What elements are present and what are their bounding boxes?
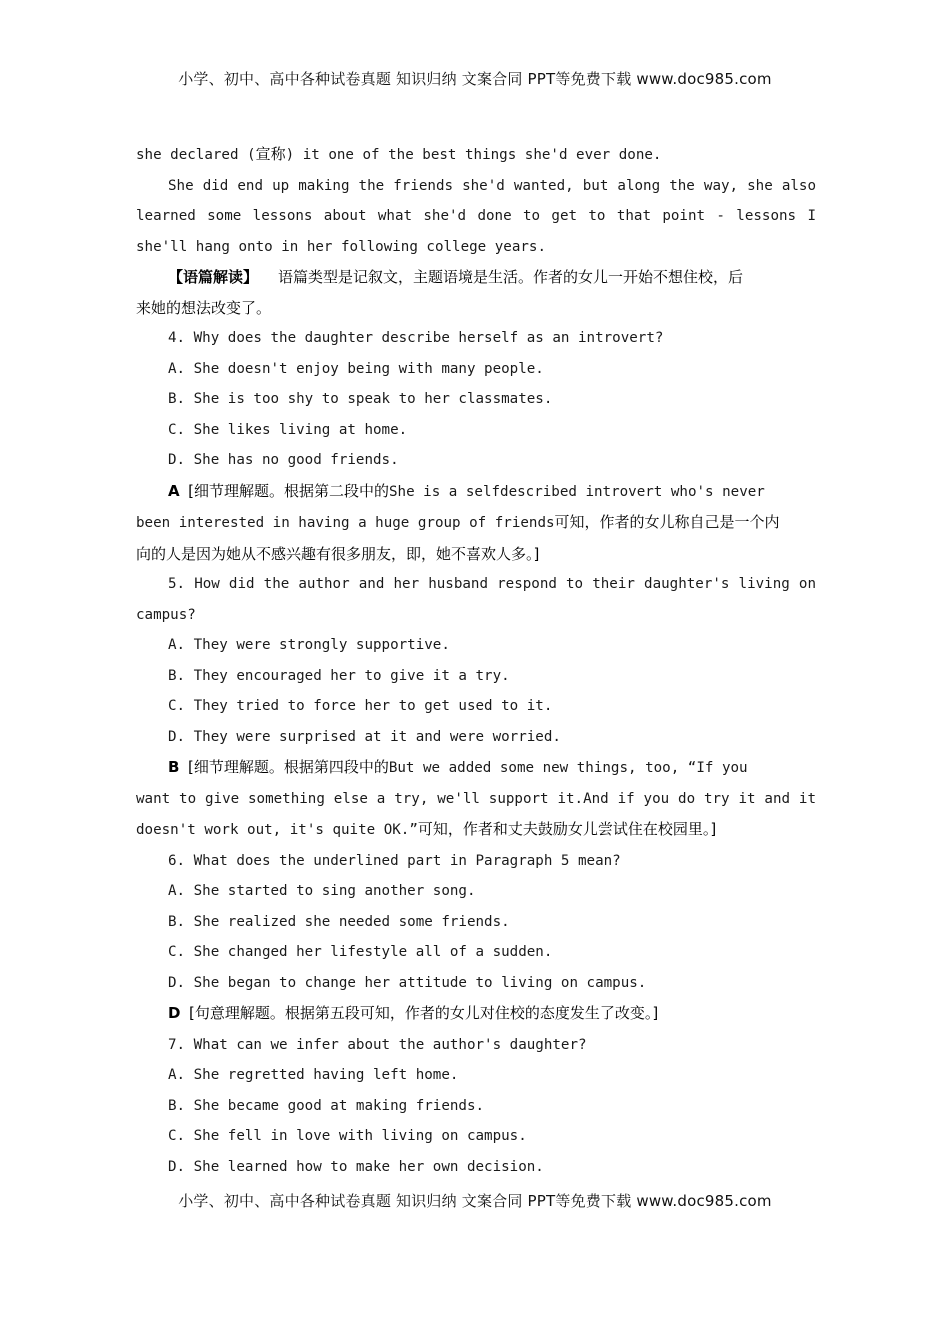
option: C. They tried to force her to get used to it. bbox=[168, 698, 553, 714]
header-banner: 小学、初中、高中各种试卷真题 知识归纳 文案合同 PPT等免费下载 www.doc985.com bbox=[178, 70, 772, 88]
answer-explanation: doesn't work out, it's quite OK.”可知，作者和丈夫鼓励女儿尝试住在校园里。] bbox=[136, 820, 717, 838]
question-stem: 4. Why does the daughter describe herself as an introvert? bbox=[168, 330, 664, 346]
option: A. She doesn't enjoy being with many people. bbox=[168, 360, 544, 377]
discourse-analysis: 【语篇解读】 语篇类型是记叙文，主题语境是生活。作者的女儿一开始不想住校，后 bbox=[168, 268, 744, 286]
answer-key: D bbox=[168, 1004, 181, 1022]
answer-key: B bbox=[168, 758, 180, 776]
answer-explanation: 向的人是因为她从不感兴趣有很多朋友，即，她不喜欢人多。] bbox=[136, 544, 540, 563]
answer-explanation: been interested in having a huge group of friends可知，作者的女儿称自己是一个内 bbox=[136, 513, 780, 531]
passage-line: she'll hang onto in her following college years. bbox=[136, 238, 546, 255]
footer-banner: 小学、初中、高中各种试卷真题 知识归纳 文案合同 PPT等免费下载 www.doc985.com bbox=[178, 1192, 772, 1210]
option: A. They were strongly supportive. bbox=[168, 637, 450, 653]
option: D. She learned how to make her own decision. bbox=[168, 1158, 544, 1175]
answer-explanation: D [句意理解题。根据第五段可知，作者的女儿对住校的态度发生了改变。] bbox=[168, 1004, 659, 1022]
option: D. She began to change her attitude to living on campus. bbox=[168, 974, 647, 991]
answer-explanation: A [细节理解题。根据第二段中的She is a selfdescribed introvert who's never bbox=[168, 481, 765, 500]
option: D. They were surprised at it and were worried. bbox=[168, 728, 561, 745]
option: D. She has no good friends. bbox=[168, 452, 399, 468]
option: C. She likes living at home. bbox=[168, 421, 408, 438]
option: A. She started to sing another song. bbox=[168, 883, 476, 899]
discourse-analysis-cont: 来她的想法改变了。 bbox=[136, 298, 272, 317]
question-stem: campus? bbox=[136, 606, 196, 623]
answer-key: A bbox=[168, 481, 180, 500]
answer-explanation: want to give something else a try, we'll support it.And if you do try it and it bbox=[136, 790, 816, 807]
option: A. She regretted having left home. bbox=[168, 1067, 459, 1083]
option: B. They encouraged her to give it a try. bbox=[168, 667, 510, 684]
question-stem: 5. How did the author and her husband respond to their daughter's living on bbox=[168, 576, 816, 592]
option: B. She became good at making friends. bbox=[168, 1097, 485, 1114]
option: B. She realized she needed some friends. bbox=[168, 913, 510, 930]
passage-line: learned some lessons about what she'd done to get to that point - lessons I bbox=[136, 208, 816, 224]
question-stem: 7. What can we infer about the author's daughter? bbox=[168, 1036, 587, 1053]
option: C. She fell in love with living on campus. bbox=[168, 1128, 527, 1144]
answer-explanation: B [细节理解题。根据第四段中的But we added some new things, too, “If you bbox=[168, 758, 748, 776]
analysis-label: 【语篇解读】 bbox=[168, 268, 259, 286]
option: C. She changed her lifestyle all of a sudden. bbox=[168, 944, 553, 960]
option: B. She is too shy to speak to her classmates. bbox=[168, 391, 553, 407]
question-stem: 6. What does the underlined part in Paragraph 5 mean? bbox=[168, 852, 621, 869]
passage-line: She did end up making the friends she'd wanted, but along the way, she also bbox=[168, 177, 816, 194]
document-body bbox=[136, 139, 816, 1182]
passage-line: she declared (宣称) it one of the best things she'd ever done. bbox=[136, 145, 662, 163]
